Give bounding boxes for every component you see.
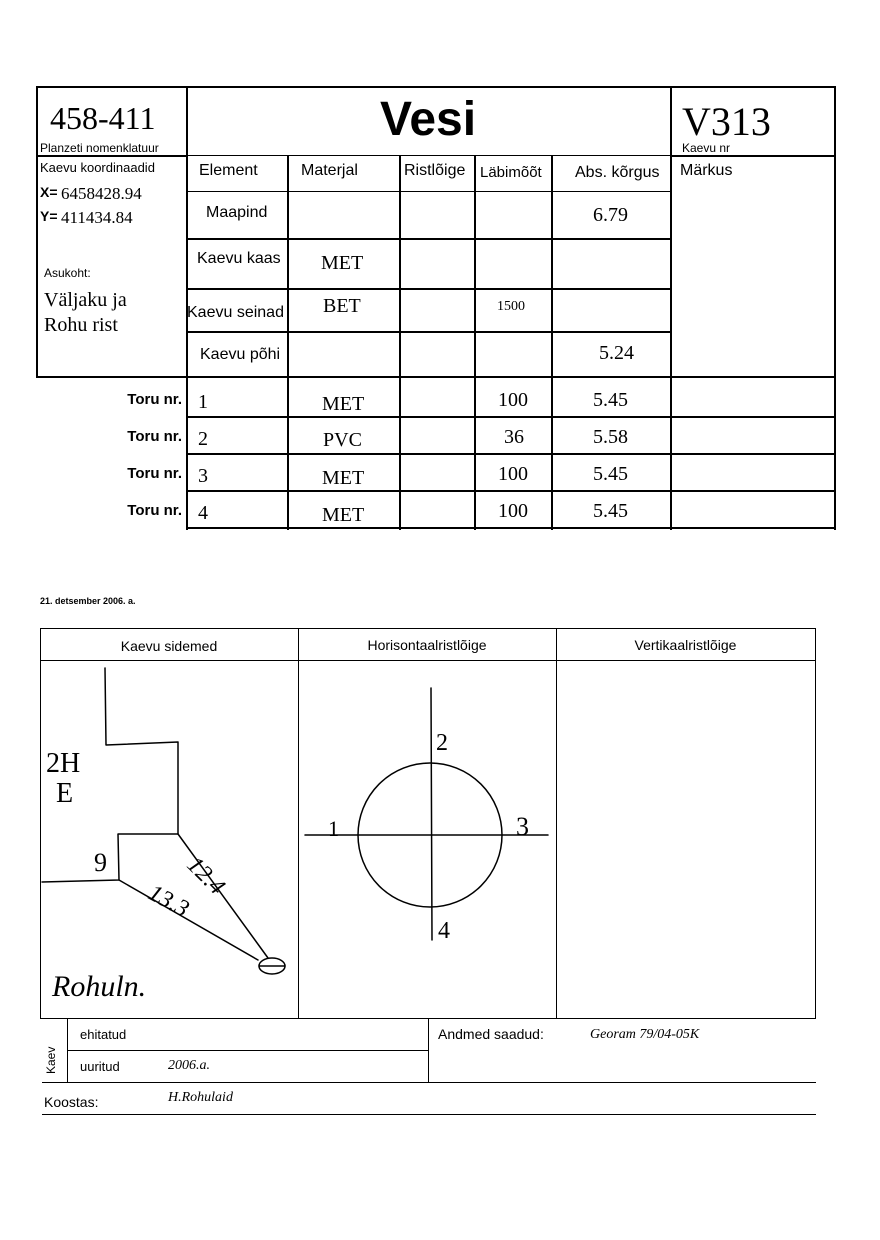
nomenclature-value: 458-411 <box>50 100 156 136</box>
axis-label-3: 3 <box>516 812 529 841</box>
source-label: Andmed saadud: <box>438 1026 544 1042</box>
building-outline <box>105 668 178 834</box>
pipe-number: 1 <box>198 391 208 413</box>
nomenclature-label: Planzeti nomenklatuur <box>40 141 159 155</box>
panel-title-vertical: Vertikaalristlõige <box>634 637 737 653</box>
pipe-label: Toru nr. <box>127 428 182 445</box>
author-label: Koostas: <box>44 1094 99 1110</box>
pipe-abs-height: 5.45 <box>593 389 628 411</box>
sketch-label-9: 9 <box>94 848 107 877</box>
column-header-notes: Märkus <box>680 162 733 179</box>
x-label: X= <box>40 184 58 200</box>
row-element: Kaevu kaas <box>197 250 281 267</box>
pipe-diameter: 100 <box>498 500 528 522</box>
column-header-element: Element <box>199 162 258 179</box>
location-label: Asukoht: <box>44 266 91 280</box>
column-header-abs-height: Abs. kõrgus <box>575 164 660 181</box>
axis-label-4: 4 <box>438 918 450 944</box>
pipe-abs-height: 5.45 <box>593 463 628 485</box>
building-outline <box>42 834 178 882</box>
pipe-diameter: 100 <box>498 389 528 411</box>
pipe-label: Toru nr. <box>127 465 182 482</box>
y-value: 411434.84 <box>61 208 133 227</box>
axis-label-2: 2 <box>436 730 448 756</box>
source-value: Georam 79/04-05K <box>590 1027 700 1042</box>
pipe-number: 4 <box>198 502 208 524</box>
well-number-label: Kaevu nr <box>682 141 731 155</box>
measure-line-13-3 <box>119 880 258 960</box>
vertical-axis <box>431 688 432 940</box>
sketch-label-e: E <box>56 778 74 809</box>
panel-title-connections: Kaevu sidemed <box>120 638 218 654</box>
pipe-label: Toru nr. <box>127 502 182 519</box>
sketch-label-12-4: 12.4 <box>181 852 230 901</box>
surveyed-label: uuritud <box>80 1059 120 1074</box>
pipe-number: 3 <box>198 465 208 487</box>
axis-label-1: 1 <box>328 816 339 841</box>
y-label: Y= <box>40 208 58 224</box>
coordinates-label: Kaevu koordinaadid <box>40 160 155 175</box>
signature: Rohuln. <box>52 970 147 1003</box>
footer-side-label: Kaev <box>44 1046 58 1074</box>
pipe-diameter: 100 <box>498 463 528 485</box>
row-element: Kaevu seinad <box>187 304 284 321</box>
pipe-abs-height: 5.58 <box>593 426 628 448</box>
row-diameter: 1500 <box>497 299 525 314</box>
location-line-2: Rohu rist <box>44 314 118 336</box>
document-date: 21. detsember 2006. a. <box>40 596 136 606</box>
row-element: Maapind <box>206 204 268 221</box>
column-header-cross-section: Ristlõige <box>404 162 466 179</box>
page-title: Vesi <box>379 93 477 146</box>
pipe-number: 2 <box>198 428 208 450</box>
row-material: BET <box>323 295 361 317</box>
well-number-value: V313 <box>682 99 771 144</box>
location-line-1: Väljaku ja <box>44 289 127 311</box>
column-header-diameter: Läbimõõt <box>480 164 542 181</box>
pipe-abs-height: 5.45 <box>593 500 628 522</box>
row-material: MET <box>321 252 364 274</box>
built-label: ehitatud <box>80 1027 127 1042</box>
sketch-label-2h: 2H <box>46 748 81 779</box>
pipe-material: MET <box>322 393 365 415</box>
panel-title-horizontal: Horisontaalristlõige <box>367 637 487 653</box>
pipe-material: MET <box>322 504 365 526</box>
pipe-diameter: 36 <box>504 426 524 448</box>
column-header-material: Materjal <box>301 162 358 179</box>
x-value: 6458428.94 <box>61 184 142 203</box>
row-abs-height: 6.79 <box>593 204 628 226</box>
row-element: Kaevu põhi <box>200 346 281 363</box>
row-abs-height: 5.24 <box>599 342 634 364</box>
pipe-material: PVC <box>323 429 362 451</box>
pipe-material: MET <box>322 467 365 489</box>
pipe-label: Toru nr. <box>127 391 182 408</box>
sketch-label-13-3: 13.3 <box>143 880 194 923</box>
surveyed-value: 2006.a. <box>168 1058 210 1073</box>
author-value: H.Rohulaid <box>168 1090 233 1105</box>
